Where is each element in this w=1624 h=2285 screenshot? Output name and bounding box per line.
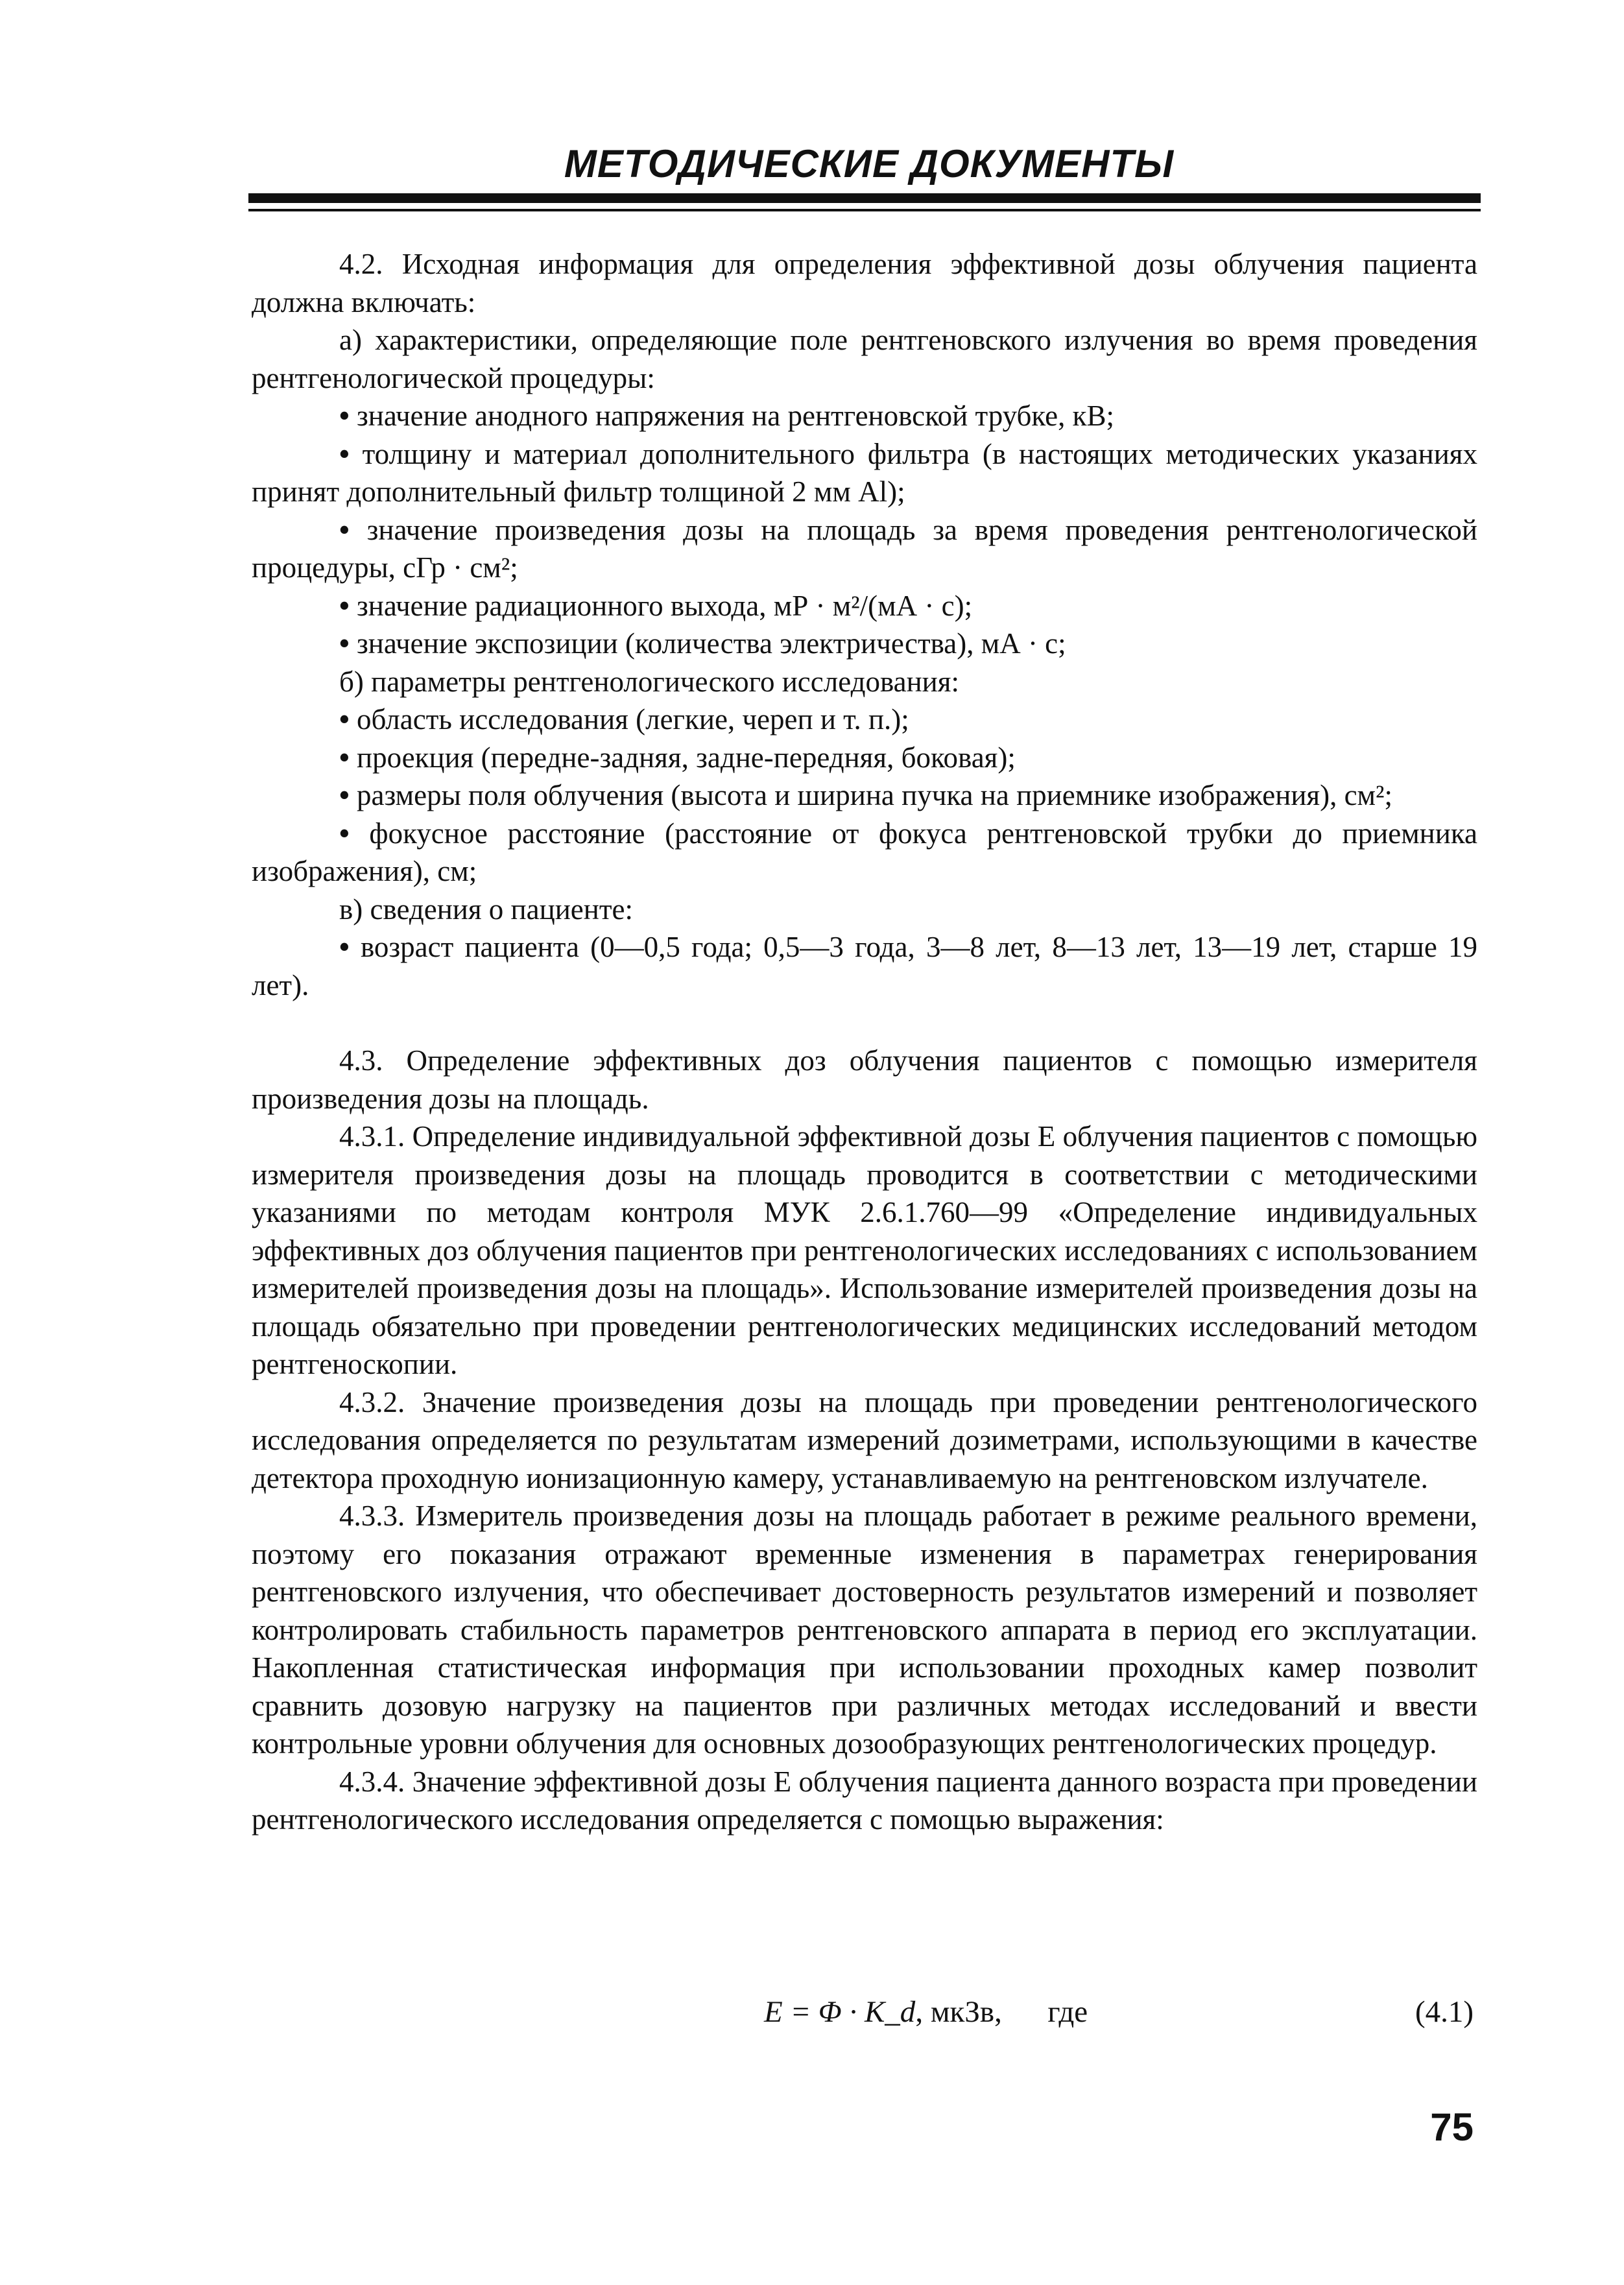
main-text — [252, 245, 1477, 1839]
bullet-item: • размеры поля облучения (высота и ширина пучка на приемнике изображения), см²; — [252, 776, 1477, 815]
formula-number: (4.1) — [1415, 1995, 1474, 2029]
paragraph-list-b: б) параметры рентгенологического исследования: — [339, 665, 959, 698]
bullet-item: • значение радиационного выхода, мР · м²/(мА · с); — [252, 587, 1477, 625]
page-number: 75 — [1430, 2105, 1474, 2149]
running-header: МЕТОДИЧЕСКИЕ ДОКУМЕНТЫ — [564, 142, 1175, 185]
bullet-item: • толщину и материал дополнительного фильтра (в настоящих методических указаниях принят дополнительный фильтр толщиной 2 мм Al); — [252, 435, 1477, 511]
formula-where: где — [1047, 1995, 1088, 2029]
bullet-item: • проекция (передне-задняя, задне-передняя, боковая); — [252, 739, 1477, 777]
bullet-item: • значение произведения дозы на площадь за время проведения рентгенологической процедуры, сГр · см²; — [252, 511, 1477, 587]
paragraph-4-3-2: 4.3.2. Значение произведения дозы на площадь при проведении рентгенологического исследования определяется по результатам измерений дозиметрами, использующими в качестве детектора проходную ионизационную камеру, устанавливаемую на рентгеновском излучателе. — [252, 1385, 1477, 1494]
header-rule-thin — [248, 209, 1481, 211]
paragraph-4-3: 4.3. Определение эффективных доз облучения пациентов с помощью измерителя произведения дозы на площадь. — [252, 1044, 1477, 1115]
formula-unit: , мкЗв, — [915, 1995, 1002, 2029]
bullet-item: • область исследования (легкие, череп и т. п.); — [252, 700, 1477, 739]
bullet-item: • фокусное расстояние (расстояние от фокуса рентгеновской трубки до приемника изображения), см; — [252, 815, 1477, 891]
formula-expression: E = Φ · K_d — [764, 1995, 916, 2029]
bullet-item: • значение анодного напряжения на рентгеновской трубке, кВ; — [252, 397, 1477, 435]
paragraph-list-v: в) сведения о пациенте: — [339, 892, 633, 926]
paragraph-4-2: 4.2. Исходная информация для определения эффективной дозы облучения пациента должна включать: — [252, 248, 1477, 318]
paragraph-4-3-3: 4.3.3. Измеритель произведения дозы на площадь работает в режиме реального времени, поэтому его показания отражают временные изменения в параметрах генерирования рентгеновского излучения, что обеспечивает достоверность результатов измерений и позволяет контролировать стабильность параметров рентгеновского аппарата в период его эксплуатации. Накопленная статистическая информация при использовании проходных камер позволит сравнить дозовую нагрузку на пациентов при различных методах исследований и ввести контрольные уровни облучения для основных дозообразующих рентгенологических процедур. — [252, 1500, 1477, 1760]
bullet-item: • значение экспозиции (количества электричества), мА · с; — [252, 625, 1477, 663]
paragraph-4-3-4: 4.3.4. Значение эффективной дозы E облучения пациента данного возраста при проведении рентгенологического исследования определяется с помощью выражения: — [252, 1765, 1477, 1836]
header-rule-thick — [248, 193, 1481, 203]
formula-4-1 — [764, 1994, 1088, 2029]
bullet-item: • возраст пациента (0—0,5 года; 0,5—3 года, 3—8 лет, 8—13 лет, 13—19 лет, старше 19 лет). — [252, 928, 1477, 1004]
paragraph-list-a: а) характеристики, определяющие поле рентгеновского излучения во время проведения рентгенологической процедуры: — [252, 324, 1477, 394]
paragraph-4-3-1: 4.3.1. Определение индивидуальной эффективной дозы E облучения пациентов с помощью измерителя произведения дозы на площадь проводится в соответствии с методическими указаниями по методам контроля МУК 2.6.1.760—99 «Определение индивидуальных эффективных доз облучения пациентов при рентгенологических исследованиях с использованием измерителей произведения дозы на площадь». Использование измерителей произведения дозы на площадь обязательно при проведении рентгенологических медицинских исследований методом рентгеноскопии. — [252, 1120, 1477, 1380]
